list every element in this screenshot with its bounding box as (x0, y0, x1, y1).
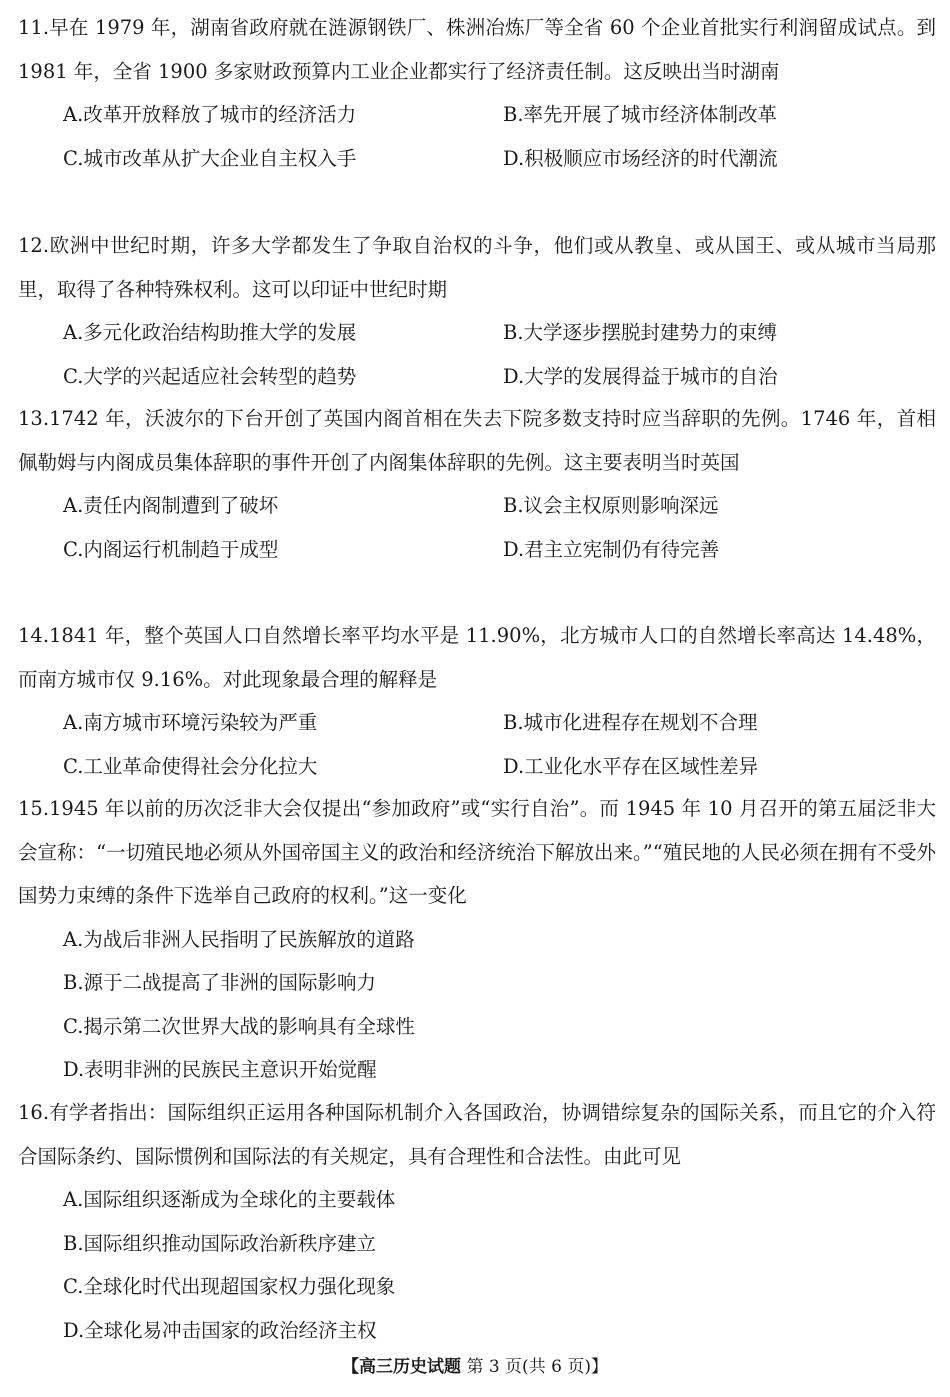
option-b: B.率先开展了城市经济体制改革 (503, 103, 778, 126)
question-stem: 16.有学者指出：国际组织正运用各种国际机制介入各国政治，协调错综复杂的国际关系，而且它的介入符合国际条约、国际惯例和国际法的有关规定，具有合理性和合法性。由此可见 (18, 1101, 936, 1168)
options (18, 484, 936, 571)
option-c: C.全球化时代出现超国家权力强化现象 (63, 1275, 396, 1298)
question-stem: 13.1742 年，沃波尔的下台开创了英国内阁首相在失去下院多数支持时应当辞职的先例。1746 年，首相佩勒姆与内阁成员集体辞职的事件开创了内阁集体辞职的先例。这主要表明当时英国 (18, 407, 936, 474)
options (18, 311, 936, 398)
question-stem: 11.早在 1979 年，湖南省政府就在涟源钢铁厂、株洲冶炼厂等全省 60 个企业首批实行利润留成试点。到 1981 年，全省 1900 多家财政预算内工业企业都实行了经济责任制。这反映出当时湖南 (18, 16, 936, 83)
option-b: B.议会主权原则影响深远 (503, 494, 719, 517)
question-stem: 12.欧洲中世纪时期，许多大学都发生了争取自治权的斗争，他们或从教皇、或从国王、或从城市当局那里，取得了各种特殊权利。这可以印证中世纪时期 (18, 234, 936, 301)
question-14 (18, 614, 936, 788)
option-a: A.国际组织逐渐成为全球化的主要载体 (63, 1188, 396, 1211)
option-d: D.积极顺应市场经济的时代潮流 (503, 146, 778, 170)
question-stem: 15.1945 年以前的历次泛非大会仅提出“参加政府”或“实行自治”。而 1945 年 10 月召开的第五届泛非大会宣称：“一切殖民地必须从外国帝国主义的政治和经济统治下解放出来。”“殖民地的人民必须在拥有不受外国势力束缚的条件下选举自己政府的权利。”这一变化 (18, 797, 936, 907)
option-d: D.全球化易冲击国家的政治经济主权 (63, 1318, 377, 1342)
question-15 (18, 787, 936, 1092)
option-d: D.工业化水平存在区域性差异 (503, 754, 759, 778)
question-12 (18, 224, 936, 398)
option-a: A.改革开放释放了城市的经济活力 (63, 103, 357, 126)
option-b: B.源于二战提高了非洲的国际影响力 (63, 971, 377, 994)
question-13 (18, 397, 936, 571)
option-d: D.表明非洲的民族民主意识开始觉醒 (63, 1058, 377, 1081)
option-c: C.城市改革从扩大企业自主权入手 (63, 146, 357, 170)
option-d: D.大学的发展得益于城市的自治 (503, 364, 778, 388)
question-11 (18, 6, 936, 180)
option-a: A.南方城市环境污染较为严重 (63, 711, 318, 734)
option-d: D.君主立宪制仍有待完善 (503, 537, 720, 561)
footer-subject: 【高三历史试题 (342, 1357, 462, 1377)
options (18, 701, 936, 788)
option-b: B.国际组织推动国际政治新秩序建立 (63, 1231, 377, 1255)
option-b: B.大学逐步摆脱封建势力的束缚 (503, 321, 778, 344)
option-a: A.为战后非洲人民指明了民族解放的道路 (63, 927, 415, 951)
options (18, 93, 936, 180)
option-b: B.城市化进程存在规划不合理 (503, 711, 758, 734)
question-16 (18, 1091, 936, 1352)
footer-page-number: 第 3 页(共 6 页)】 (466, 1357, 608, 1377)
option-c: C.揭示第二次世界大战的影响具有全球性 (63, 1014, 415, 1038)
question-stem: 14.1841 年，整个英国人口自然增长率平均水平是 11.90%，北方城市人口的自然增长率高达 14.48%，而南方城市仅 9.16%。对此现象最合理的解释是 (18, 624, 936, 691)
option-a: A.多元化政治结构助推大学的发展 (63, 321, 357, 344)
options (18, 1178, 936, 1352)
options (18, 918, 936, 1092)
option-c: C.工业革命使得社会分化拉大 (63, 754, 318, 778)
page-footer (0, 1352, 950, 1382)
option-a: A.责任内阁制遭到了破坏 (63, 494, 279, 517)
option-c: C.内阁运行机制趋于成型 (63, 537, 279, 561)
option-c: C.大学的兴起适应社会转型的趋势 (63, 364, 357, 388)
